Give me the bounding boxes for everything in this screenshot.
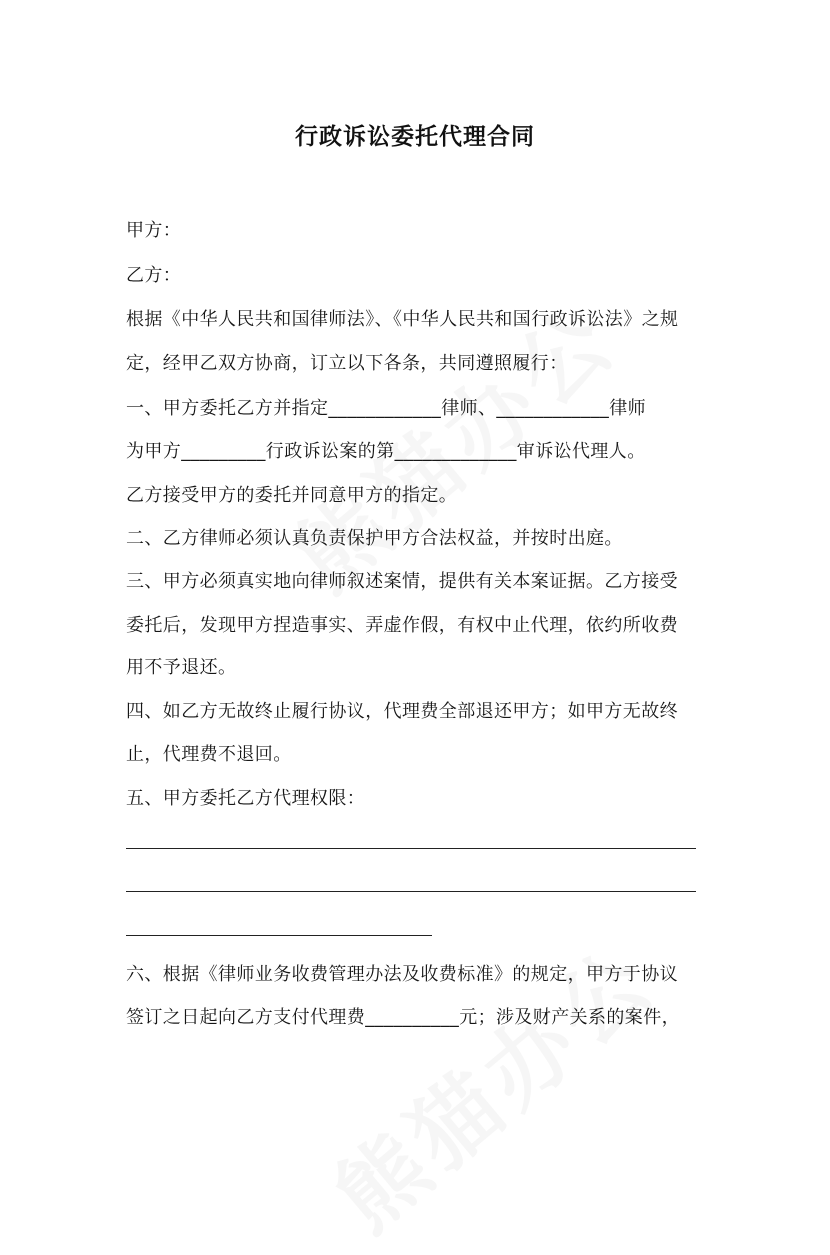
authority-blank-line [126,935,432,936]
clause-1-line: 为甲方_________行政诉讼案的第_____________审诉讼代理人。 [126,441,646,462]
authority-blank-line [126,848,696,849]
clause-2-line: 二、乙方律师必须认真负责保护甲方合法权益，并按时出庭。 [126,528,623,549]
clause-1-line: 乙方接受甲方的委托并同意甲方的指定。 [126,485,458,506]
clause-6-line: 六、根据《律师业务收费管理办法及收费标准》的规定，甲方于协议 [126,964,678,985]
clause-3-line: 用不予退还。 [126,657,237,678]
party-a-line: 甲方： [126,220,182,241]
authority-blank-line [126,891,696,892]
clause-4-line: 止，代理费不退回。 [126,744,292,765]
paragraph-line: 定，经甲乙双方协商，订立以下各条，共同遵照履行： [126,353,568,374]
party-b-line: 乙方： [126,265,182,286]
clause-4-line: 四、如乙方无故终止履行协议，代理费全部退还甲方；如甲方无故终 [126,701,678,722]
clause-6-line: 签订之日起向乙方支付代理费__________元；涉及财产关系的案件， [126,1007,680,1028]
clause-3-line: 三、甲方必须真实地向律师叙述案情，提供有关本案证据。乙方接受 [126,571,678,592]
clause-5-line: 五、甲方委托乙方代理权限： [126,788,366,809]
clause-3-line: 委托后，发现甲方捏造事实、弄虚作假，有权中止代理，依约所收费 [126,615,678,636]
paragraph-line: 根据《中华人民共和国律师法》、《中华人民共和国行政诉讼法》之规 [126,309,679,330]
clause-1-line: 一、甲方委托乙方并指定____________律师、____________律师 [126,398,646,419]
contract-title: 行政诉讼委托代理合同 [295,124,535,150]
